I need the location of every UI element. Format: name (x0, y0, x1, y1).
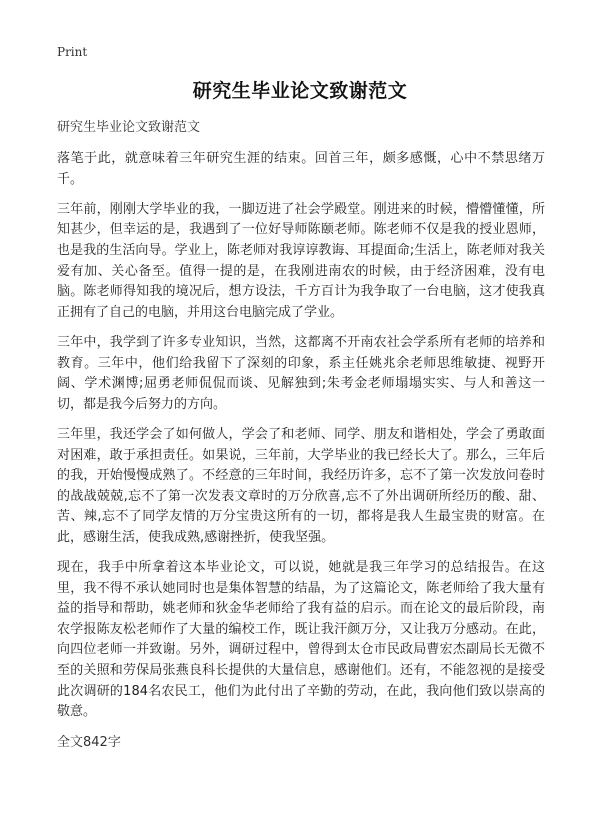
paragraph-thanks: 现在，我手中所拿着这本毕业论文，可以说，她就是我三年学习的总结报告。在这里，我不得不承认她同时也是集体智慧的结晶，为了这篇论文，陈老师给了我大量有益的指导和帮助，姚老师和狄金华老师给了我有益的启示。而在论文的最后阶段，南农学报陈友松老师作了大量的编校工作，既让我汗颜万分，又让我万分感动。在此，向四位老师一并致谢。另外，调研过程中，曾得到太仓市民政局曹宏杰副局长无微不至的关照和劳保局张燕良科长提供的大量信息，感谢他们。还有，不能忽视的是接受此次调研的184名农民工，他们为此付出了辛勤的劳动，在此，我向他们致以崇高的敬意。 (57, 560, 545, 720)
document-body (57, 118, 545, 753)
print-link[interactable]: Print (57, 45, 88, 59)
document-subtitle: 研究生毕业论文致谢范文 (57, 120, 201, 135)
word-count: 全文842字 (57, 734, 121, 750)
paragraph-opening: 落笔于此，就意味着三年研究生涯的结束。回首三年，颇多感慨，心中不禁思绪万千。 (57, 151, 545, 187)
document-title: 研究生毕业论文致谢范文 (192, 80, 408, 102)
paragraph-growth: 三年里，我还学会了如何做人，学会了和老师、同学、朋友和谐相处，学会了勇敢面对困难，敢于承担责任。如果说，三年前，大学毕业的我已经长大了。那么，三年后的我，开始慢慢成熟了。不经意的三年时间，我经历许多，忘不了第一次发放问卷时的战战兢兢,忘不了第一次发表文章时的万分欣喜,忘不了外出调研所经历的酸、甜、苦、辣,忘不了同学友情的万分宝贵这所有的一切，都将是我人生最宝贵的财富。在此，感谢生活，使我成熟,感谢挫折，使我坚强。 (57, 426, 545, 545)
paragraph-teachers: 三年中，我学到了许多专业知识，当然，这都离不开南农社会学系所有老师的培养和教育。三年中，他们给我留下了深刻的印象，系主任姚兆余老师思维敏捷、视野开阔、学术渊博;屈勇老师侃侃而谈、见解独到;朱考金老师塌塌实实、与人和善这一切，都是我今后努力的方向。 (57, 334, 545, 412)
paragraph-advisor: 三年前，刚刚大学毕业的我，一脚迈进了社会学殿堂。刚进来的时候，懵懵懂懂，所知甚少，但幸运的是，我遇到了一位好导师陈颐老师。陈老师不仅是我的授业恩师，也是我的生活向导。学业上，陈老师对我谆谆教诲、耳提面命;生活上，陈老师对我关爱有加、关心备至。值得一提的是，在我刚进南农的时候，由于经济困难，没有电脑。陈老师得知我的境况后，想方设法，千方百计为我争取了一台电脑，这才使我真正拥有了自己的电脑，并用这台电脑完成了学业。 (57, 201, 545, 320)
